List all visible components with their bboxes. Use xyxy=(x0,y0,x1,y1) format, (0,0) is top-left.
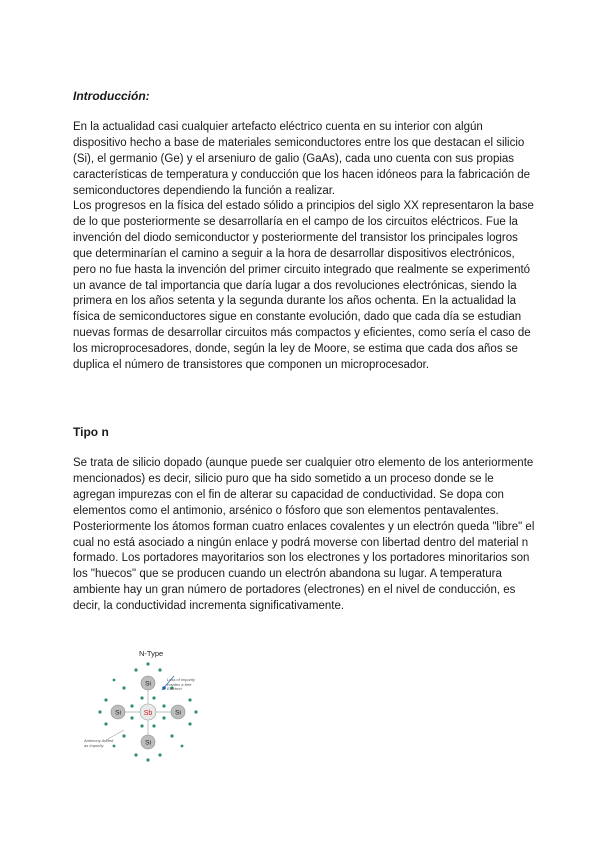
atom-label: Si xyxy=(175,709,181,717)
intro-paragraph-2: Los progresos en la física del estado sólido a principios del siglo XX representaron la base de lo que posteriormente se desarrollaría en el campo de los circuitos eléctricos. Fue la invención del diodo semiconductor y posteriormente del transistor los principales logros que determinarían el camino a seguir a la hora de desarrollar dispositivos electrónicos, pero no fue hasta la invención del primer circuito integrado que realmente se experimentó un avance de tal importancia que daría lugar a dos revoluciones electrónicas, siendo la primera en los años setenta y la segunda durante los años ochenta. En la actualidad la física de semiconductores sigue en constante evolución, dado que cada día se estudian nuevas formas de desarrollar circuitos más compactos y eficientes, como sería el caso de los microprocesadores, donde, según la ley de Moore, se estima que cada dos años se duplica el número de transistores que componen un microprocesador. xyxy=(73,200,534,372)
antimony-atom-center xyxy=(140,704,156,720)
silicon-atom-bottom xyxy=(141,735,155,749)
silicon-atom-left xyxy=(111,705,125,719)
intro-heading: Introducción: xyxy=(73,89,150,103)
atom-label: Si xyxy=(145,680,151,688)
atom-label: Si xyxy=(115,709,121,717)
tipo-n-heading: Tipo n xyxy=(73,425,109,439)
n-type-lattice-figure xyxy=(84,648,234,768)
figure-title: N-Type xyxy=(139,649,164,658)
atom-label: Si xyxy=(145,739,151,747)
tipo-n-paragraph: Se trata de silicio dopado (aunque puede ser cualquier otro elemento de los anteriormente mencionados) es decir, silicio puro que ha sido sometido a un proceso donde se le agregan impurezas con el fin de alterar su capacidad de conductividad. Se dopa con elementos como el antimonio, arsénico o fósforo que son elementos pentavalentes. Posteriormente los átomos forman cuatro enlaces covalentes y un electrón queda "libre" el cual no está asociado a ningún enlace y podrá moverse con libertad dentro del material n formado. Los portadores mayoritarios son los electrones y los portadores minoritarios son los "huecos" que se producen cuando un electrón abandona su lugar. A temperatura ambiente hay un gran número de portadores (electrones) en el nivel de conducción, es decir, la conductividad incrementa significativamente. xyxy=(73,457,535,613)
impurity-note: Antimony Added as Impurity xyxy=(84,738,114,748)
silicon-atom-top xyxy=(141,676,155,690)
intro-paragraph-1: En la actualidad casi cualquier artefacto eléctrico cuenta en su interior con algún dispositivo hecho a base de materiales semiconductores entre los que destacan el silicio (Si), el germanio (Ge) y el arseniuro de galio (GaAs), cada uno cuenta con sus propias características de temperatura y conducción que los hacen idóneos para la fabricación de semiconductores dependiendo la función a realizar. xyxy=(73,121,531,197)
atom-label: Sb xyxy=(143,710,153,717)
lattice-diagram xyxy=(84,648,234,768)
silicon-atom-right xyxy=(171,705,185,719)
free-electron-note: Loss of impurity creates a free Electron xyxy=(167,677,196,692)
